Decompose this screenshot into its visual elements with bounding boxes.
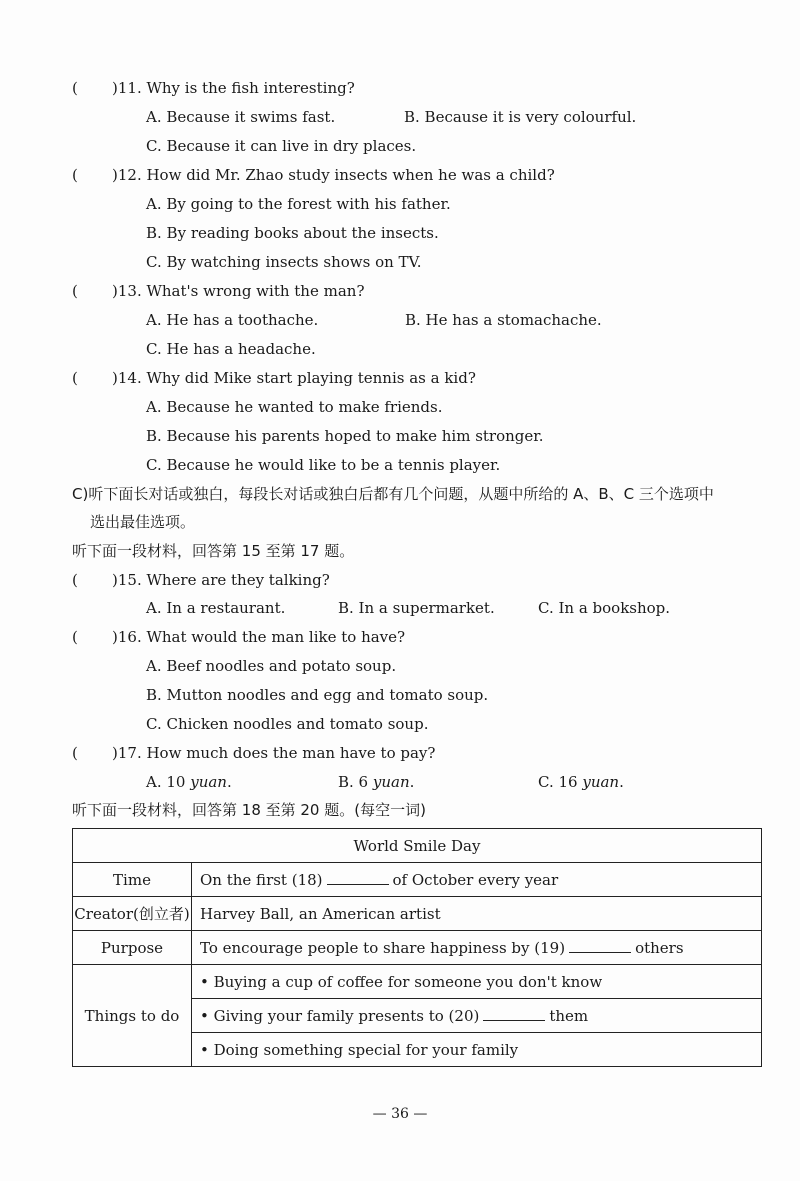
answer-paren[interactable]: (: [72, 628, 78, 646]
option-a: A. He has a toothache.: [146, 311, 319, 329]
option-b: B. Mutton noodles and egg and tomato soup.: [146, 686, 489, 704]
option-b: B. Because his parents hoped to make him stronger.: [146, 427, 544, 445]
answer-paren[interactable]: (: [72, 166, 78, 184]
time-cell: On the first (18) of October every year: [192, 863, 762, 897]
purpose-label: Purpose: [73, 931, 192, 965]
option-b: B. He has a stomachache.: [405, 311, 602, 329]
option-b: B. In a supermarket.: [338, 599, 495, 617]
option-a: A. Because he wanted to make friends.: [146, 398, 443, 416]
option-a: A. By going to the forest with his father.: [146, 195, 451, 213]
answer-paren[interactable]: (: [72, 369, 78, 387]
answer-paren[interactable]: (: [72, 79, 78, 97]
thing-3: • Doing something special for your family: [192, 1033, 762, 1067]
question-stem: )14. Why did Mike start playing tennis as a kid?: [112, 369, 476, 387]
purpose-cell: To encourage people to share happiness by (19) others: [192, 931, 762, 965]
blank-18[interactable]: [327, 870, 389, 885]
option-c: C. Because he would like to be a tennis player.: [146, 456, 501, 474]
group-intro-15-17: 听下面一段材料，回答第 15 至第 17 题。: [72, 542, 355, 560]
option-c: C. Because it can live in dry places.: [146, 137, 417, 155]
question-stem: )16. What would the man like to have?: [112, 628, 406, 646]
time-label: Time: [73, 863, 192, 897]
option-a: A. In a restaurant.: [146, 599, 286, 617]
option-c: C. In a bookshop.: [538, 599, 671, 617]
answer-paren[interactable]: (: [72, 282, 78, 300]
world-smile-day-table: [72, 828, 762, 1067]
blank-19[interactable]: [569, 938, 631, 953]
answer-paren[interactable]: (: [72, 571, 78, 589]
option-a: A. Because it swims fast.: [146, 108, 336, 126]
question-stem: )12. How did Mr. Zhao study insects when he was a child?: [112, 166, 555, 184]
question-stem: )13. What's wrong with the man?: [112, 282, 365, 300]
thing-2: • Giving your family presents to (20) them: [192, 999, 762, 1033]
option-c: C. By watching insects shows on TV.: [146, 253, 422, 271]
section-c-instructions: C)听下面长对话或独白，每段长对话或独白后都有几个问题，从题中所给的 A、B、C 三个选项中: [72, 485, 714, 503]
question-stem: )17. How much does the man have to pay?: [112, 744, 436, 762]
option-a: A. Beef noodles and potato soup.: [146, 657, 397, 675]
section-c-instructions-cont: 选出最佳选项。: [90, 513, 196, 531]
blank-20[interactable]: [483, 1006, 545, 1021]
option-c: C. Chicken noodles and tomato soup.: [146, 715, 429, 733]
option-a: A. 10 yuan.: [146, 773, 232, 791]
option-c: C. He has a headache.: [146, 340, 316, 358]
table-title: World Smile Day: [73, 829, 762, 863]
answer-paren[interactable]: (: [72, 744, 78, 762]
creator-label: Creator(创立者): [73, 897, 192, 931]
question-stem: )15. Where are they talking?: [112, 571, 330, 589]
option-c: C. 16 yuan.: [538, 773, 624, 791]
option-b: B. 6 yuan.: [338, 773, 415, 791]
thing-1: • Buying a cup of coffee for someone you don't know: [192, 965, 762, 999]
group-intro-18-20: 听下面一段材料，回答第 18 至第 20 题。(每空一词): [72, 801, 426, 819]
page-number: — 36 —: [372, 1106, 428, 1122]
option-b: B. By reading books about the insects.: [146, 224, 439, 242]
question-stem: )11. Why is the fish interesting?: [112, 79, 355, 97]
creator-value: Harvey Ball, an American artist: [192, 897, 762, 931]
things-label: Things to do: [73, 965, 192, 1067]
option-b: B. Because it is very colourful.: [404, 108, 637, 126]
